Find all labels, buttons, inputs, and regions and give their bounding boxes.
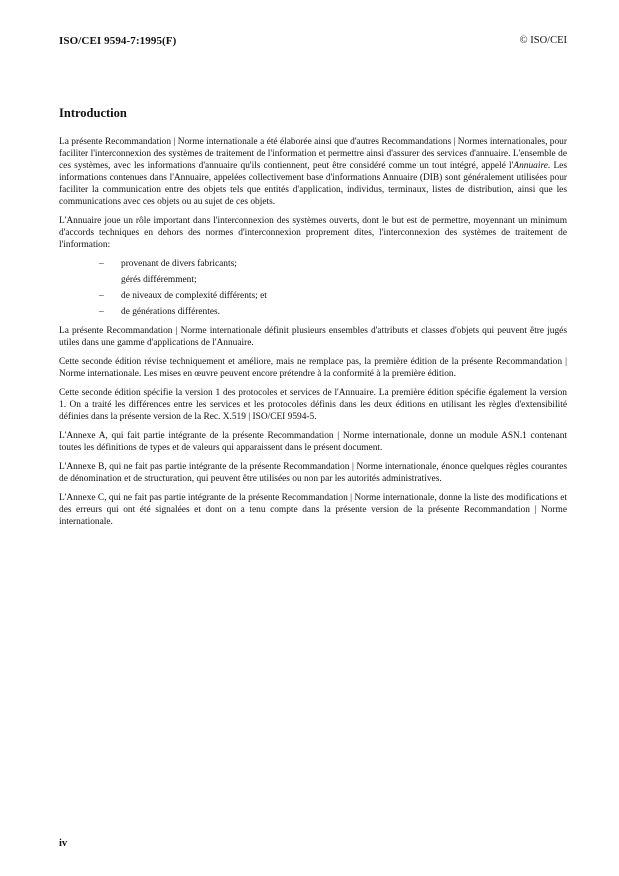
paragraph-purpose-part1: La présente Recommandation | Norme internationale a été élaborée ainsi que d'autres Recommandations | Normes internationales, pour faciliter l'interconnexion des systèmes de traitement de l'information et permettre ainsi d'assurer des services d'annuaire. L'ensemble de ces systèmes, avec les informations d'annuaire qu'ils contiennent, peut être considéré comme un tout intégré, appelé l' — [59, 137, 567, 171]
list-item-text: provenant de divers fabricants; — [121, 259, 237, 269]
list-marker: – — [99, 291, 104, 301]
standard-identifier: ISO/CEI 9594-7:1995(F) — [59, 35, 177, 47]
paragraph-second-edition: Cette seconde édition révise techniquement et améliore, mais ne remplace pas, la première édition de la présente Recommandation | Norme internationale. Les mises en œuvre peuvent encore prétendre à la conformité à la première édition. — [59, 357, 567, 379]
list-item-text: de niveaux de complexité différents; et — [121, 291, 267, 301]
list-item-text: gérés différemment; — [121, 275, 197, 285]
paragraph-purpose-part2: . Les informations contenues dans l'Annuaire, appelées collectivement base d'informations Annuaire (DIB) sont généralement utilisées pour faciliter la communication entre des objets tels que entités d'application, individus, terminaux, listes de distribution, ainsi que les communications avec ces objets ou au sujet de ces objets. — [59, 161, 567, 207]
list-item — [59, 306, 567, 318]
paragraph-annex-a: L'Annexe A, qui fait partie intégrante de la présente Recommandation | Norme internationale, donne un module ASN.1 contenant toutes les définitions de types et de valeurs qui apparaissent dans le présent document. — [59, 431, 567, 453]
paragraph-attributes: La présente Recommandation | Norme internationale définit plusieurs ensembles d'attributs et classes d'objets qui peuvent être jugés utiles dans une gamme d'applications de l'Annuaire. — [59, 326, 567, 348]
annuaire-term: Annuaire — [513, 161, 548, 171]
paragraph-annex-c: L'Annexe C, qui ne fait pas partie intégrante de la présente Recommandation | Norme internationale, donne la liste des modifications et des erreurs qui ont été signalées et dont on a tenu compte dans la présente version de la présente Recommandation | Norme internationale. — [59, 493, 567, 527]
list-item — [59, 274, 567, 286]
paragraph-purpose — [59, 136, 567, 208]
list-item-text: de générations différentes. — [121, 307, 221, 317]
list-marker: – — [99, 307, 104, 317]
list-marker: – — [99, 259, 104, 269]
document-body — [59, 136, 567, 535]
systems-list — [59, 258, 567, 318]
list-item — [59, 290, 567, 302]
page-number: iv — [59, 838, 68, 849]
list-item — [59, 258, 567, 270]
paragraph-version: Cette seconde édition spécifie la version 1 des protocoles et services de l'Annuaire. La première édition spécifie également la version 1. On a traité les différences entre les services et les protocoles définis dans les deux éditions en utilisant les règles d'extensibilité définies dans la présente version de la Rec. X.519 | ISO/CEI 9594-5. — [59, 388, 567, 422]
section-title: Introduction — [59, 106, 127, 120]
paragraph-annex-b: L'Annexe B, qui ne fait pas partie intégrante de la présente Recommandation | Norme internationale, énonce quelques règles courantes de dénomination et de structuration, qui peuvent être utilisées ou non par les autorités administratives. — [59, 462, 567, 484]
paragraph-role: L'Annuaire joue un rôle important dans l'interconnexion des systèmes ouverts, dont le but est de permettre, moyennant un minimum d'accords techniques en dehors des normes d'interconnexion proprement dites, l'interconnexion des systèmes de traitement de l'information: — [59, 216, 567, 250]
copyright-notice: © ISO/CEI — [519, 35, 567, 46]
